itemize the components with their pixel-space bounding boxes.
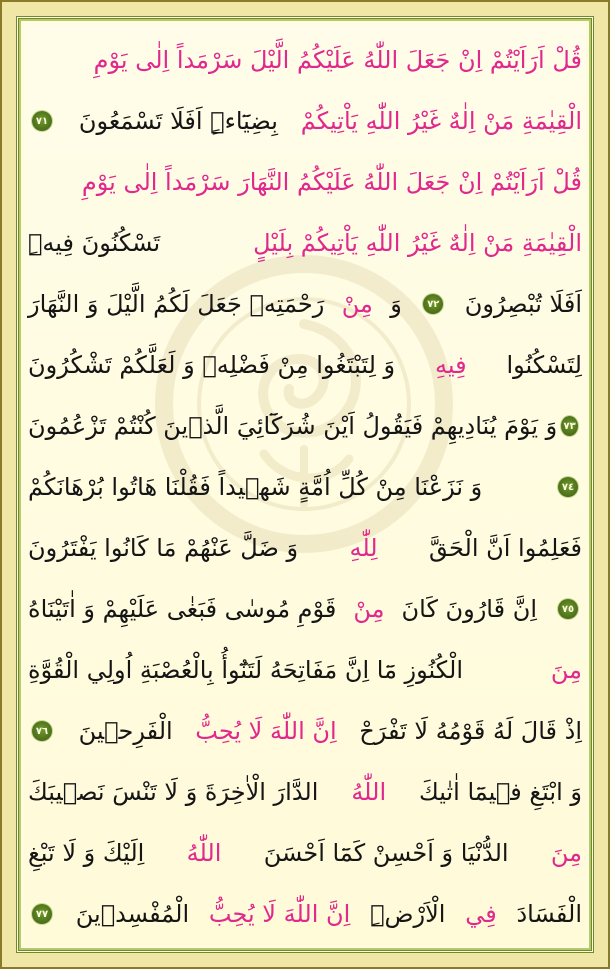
highlighted-text: اِنَّ اللّٰهَ لَا يُحِبُّ: [208, 900, 351, 928]
verse-line: [28, 581, 582, 637]
ayah-number-marker: ٧٣: [561, 416, 578, 436]
verse-text: لِتَسْكُنُوا: [506, 351, 582, 379]
verse-text: وَ ضَلَّ عَنْهُمْ مَا كَانُوا يَفْتَرُونَ: [28, 534, 299, 562]
text-area: [24, 24, 586, 945]
verse-line: [28, 215, 582, 271]
verse-text: الْفَسَادَ: [516, 900, 582, 928]
highlighted-text: اللّٰهُ: [186, 839, 222, 867]
verse-line: [28, 398, 582, 454]
verse-line: [28, 337, 582, 393]
highlighted-text: فِيهِ: [435, 351, 467, 379]
verse-text: الدَّارَ الْاٰخِرَةَ وَ لَا تَنْسَ نَص۪يبَكَ: [28, 778, 319, 806]
verse-text: قَوْمِ مُوسٰى فَبَغٰى عَلَيْهِمْ وَ اٰتَيْنَاهُ: [28, 595, 337, 623]
highlighted-text: لِلّٰهِ: [349, 534, 378, 562]
highlighted-text: قُلْ اَرَاَيْتُمْ اِنْ جَعَلَ اللّٰهُ عَلَيْكُمُ النَّهَارَ سَرْمَداً اِلٰى يَوْمِ: [81, 168, 582, 196]
verse-line: [28, 520, 582, 576]
highlighted-text: الْقِيٰمَةِ مَنْ اِلٰهٌ غَيْرُ اللّٰهِ يَاْتِيكُمْ بِلَيْلٍ: [253, 229, 582, 257]
highlighted-text: اللّٰهُ: [351, 778, 387, 806]
verse-text: اِنَّ قَارُونَ كَانَ: [401, 595, 538, 623]
verse-line: [28, 459, 582, 515]
verse-text: وَ نَزَعْنَا مِنْ كُلِّ اُمَّةٍ شَه۪يداً فَقُلْنَا هَاتُوا بُرْهَانَكُمْ: [28, 473, 483, 501]
verse-text: اِذْ قَالَ لَهُ قَوْمُهُ لَا تَفْرَحْ: [359, 717, 582, 745]
verse-text: بِضِيَٓاءٍۜ اَفَلَا تَسْمَعُونَ: [78, 107, 278, 135]
verse-line: [28, 276, 582, 332]
verse-text: رَحْمَتِه۪ جَعَلَ لَكُمُ الَّيْلَ وَ النَّهَارَ: [28, 290, 325, 318]
highlighted-text: قُلْ اَرَاَيْتُمْ اِنْ جَعَلَ اللّٰهُ عَلَيْكُمُ الَّيْلَ سَرْمَداً اِلٰى يَوْمِ: [93, 46, 582, 74]
ayah-number-marker: ٧٤: [558, 477, 578, 497]
highlighted-text: مِنْ: [353, 595, 385, 623]
highlighted-text: مِنْ: [341, 290, 373, 318]
verse-text: وَ يَوْمَ يُنَادِيهِمْ فَيَقُولُ اَيْنَ شُرَكَٓائِيَ الَّذ۪ينَ كُنْتُمْ تَزْعُمُونَ: [28, 412, 558, 440]
verse-text: تَسْكُنُونَ فِيهِۜ: [28, 229, 161, 257]
verse-line: [28, 886, 582, 942]
ayah-number-marker: ٧٢: [423, 294, 443, 314]
verse-text: الْمُفْسِد۪ينَ: [75, 900, 190, 928]
verse-line: [28, 154, 582, 210]
verse-line: [28, 32, 582, 88]
verse-line: [28, 93, 582, 149]
verse-text: اِلَيْكَ وَ لَا تَبْغِ: [28, 839, 145, 867]
verse-text: وَ ابْتَغِ ف۪يمَٓا اٰتٰيكَ: [419, 778, 582, 806]
ayah-number-marker: ٧٥: [558, 599, 578, 619]
verse-text: فَعَلِمُوا اَنَّ الْحَقَّ: [429, 534, 582, 562]
verse-line: [28, 642, 582, 698]
verse-text: الْفَرِح۪ينَ: [78, 717, 173, 745]
ayah-number-marker: ٧١: [32, 111, 52, 131]
verse-text: اَفَلَا تُبْصِرُونَ: [464, 290, 582, 318]
verse-line: [28, 703, 582, 759]
verse-lines: [24, 24, 586, 945]
verse-line: [28, 825, 582, 881]
highlighted-text: فِي: [465, 900, 497, 928]
verse-text: وَ: [390, 290, 402, 318]
verse-text: وَ لِتَبْتَغُوا مِنْ فَضْلِه۪ وَ لَعَلَّكُمْ تَشْكُرُونَ: [28, 351, 396, 379]
verse-text: الْاَرْضِۜ: [370, 900, 446, 928]
highlighted-text: مِنَ: [550, 656, 582, 684]
verse-text: الْكُنُوزِ مَٓا اِنَّ مَفَاتِحَهُ لَتَنُٓوأُ بِالْعُصْبَةِ اُولِي الْقُوَّةِ: [28, 656, 464, 684]
ayah-number-marker: ٧٧: [32, 904, 52, 924]
ayah-number-marker: ٧٦: [32, 721, 52, 741]
verse-text: الدُّنْيَا وَ اَحْسِنْ كَمَٓا اَحْسَنَ: [263, 839, 509, 867]
verse-line: [28, 764, 582, 820]
highlighted-text: الْقِيٰمَةِ مَنْ اِلٰهٌ غَيْرُ اللّٰهِ يَاْتِيكُمْ: [300, 107, 582, 135]
highlighted-text: اِنَّ اللّٰهَ لَا يُحِبُّ: [195, 717, 337, 745]
highlighted-text: مِنَ: [550, 839, 582, 867]
